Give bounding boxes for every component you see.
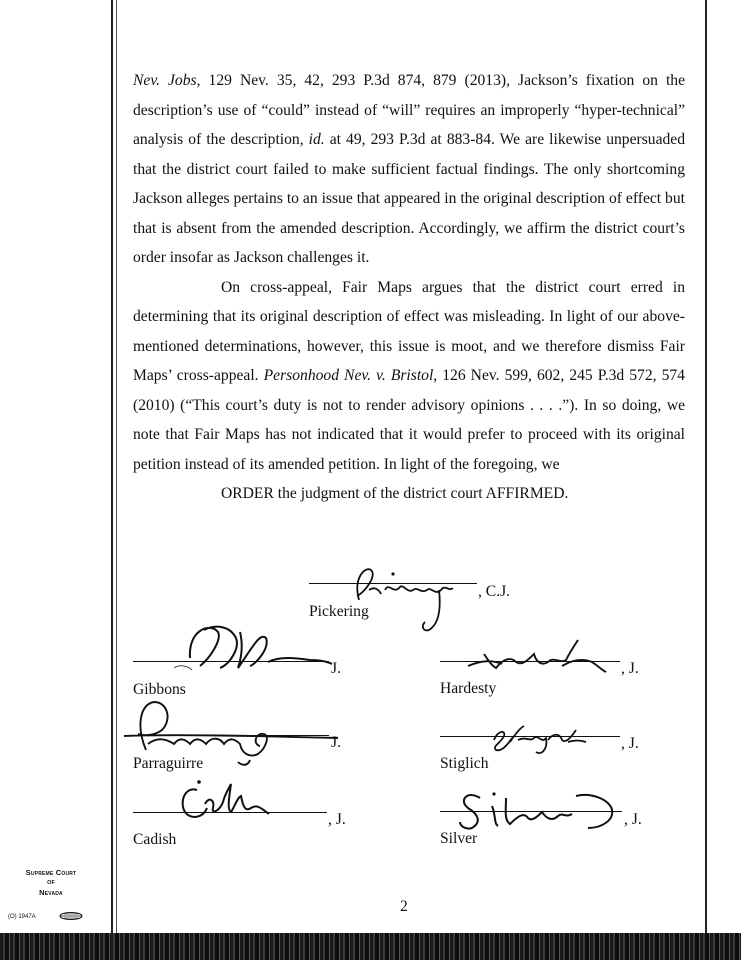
paragraph-cross-appeal-text-1: On cross-appeal, Fair Maps argues that the district court erred in determining that its original description of effect was misleading. In light of our above-mentioned determinations, however, this issue is moot, and we therefore dismiss Fair Maps’ cross-appeal. — [133, 278, 685, 384]
opinion-body — [133, 66, 685, 509]
paragraph-cross-appeal — [133, 273, 685, 480]
right-margin-rule — [705, 0, 707, 960]
citation-personhood: Personhood Nev. v. Bristol — [263, 367, 434, 384]
left-margin-rule-inner — [116, 0, 117, 960]
citation-nev-jobs: Nev. Jobs — [133, 72, 197, 89]
stiglich-suffix: , J. — [621, 735, 639, 752]
judge-name-hardesty: Hardesty — [440, 680, 497, 697]
cadish-suffix: , J. — [328, 811, 346, 828]
court-name-line-3: Nevada — [39, 888, 63, 897]
judge-name-parraguirre: Parraguirre — [133, 755, 204, 772]
signature-silver — [452, 786, 632, 836]
paragraph-jackson — [133, 66, 685, 273]
silver-suffix: , J. — [624, 811, 642, 828]
citation-id: id. — [308, 131, 325, 148]
gibbons-suffix: J. — [331, 660, 341, 677]
signature-gibbons — [160, 618, 340, 688]
paragraph-jackson-text-1: , 129 Nev. 35, 42, 293 P.3d 874, 879 (2013), Jackson’s fixation on the description’s use of “could” instead of “will” requires an improperly “hyper-technical” analysis of the description, — [133, 72, 686, 148]
court-name-line-1: Supreme Court — [25, 868, 77, 877]
court-seal-icon — [58, 911, 84, 921]
judge-name-stiglich: Stiglich — [440, 755, 489, 772]
order-line: ORDER the judgment of the district court AFFIRMED. — [221, 485, 569, 502]
signature-cadish — [175, 778, 275, 828]
signature-stiglich — [490, 722, 590, 762]
signature-hardesty — [462, 630, 622, 680]
form-number: (O) 1947A — [8, 914, 36, 920]
paragraph-jackson-text-2: at 49, 293 P.3d at 883-84. We are likewise unpersuaded that the district court failed to make sufficient factual findings. The only shortcoming Jackson alleges pertains to an issue that appeared in the original description of effect but that is absent from the amended description. Accordingly, we affirm the district court’s order insofar as Jackson challenges it. — [133, 131, 686, 266]
court-name-block — [6, 868, 96, 898]
hardesty-suffix: , J. — [621, 660, 639, 677]
judge-name-cadish: Cadish — [133, 831, 177, 848]
judge-name-pickering: Pickering — [309, 603, 369, 620]
page-number: 2 — [400, 898, 408, 915]
left-margin-rule — [111, 0, 113, 960]
signature-pickering — [345, 560, 475, 635]
court-name-line-2: OF — [47, 880, 55, 886]
paragraph-cross-appeal-text-2: , 126 Nev. 599, 602, 245 P.3d 572, 574 (2010) (“This court’s duty is not to render advisory opinions . . . .”). In so doing, we note that Fair Maps has not indicated that it would prefer to proceed with its original petition instead of its amended petition. In light of the foregoing, we — [133, 367, 685, 473]
judge-name-gibbons: Gibbons — [133, 681, 186, 698]
pickering-suffix: , C.J. — [478, 583, 511, 600]
scan-artifact-band — [0, 933, 741, 960]
parraguirre-suffix: J. — [331, 734, 341, 751]
judge-name-silver: Silver — [440, 830, 478, 847]
